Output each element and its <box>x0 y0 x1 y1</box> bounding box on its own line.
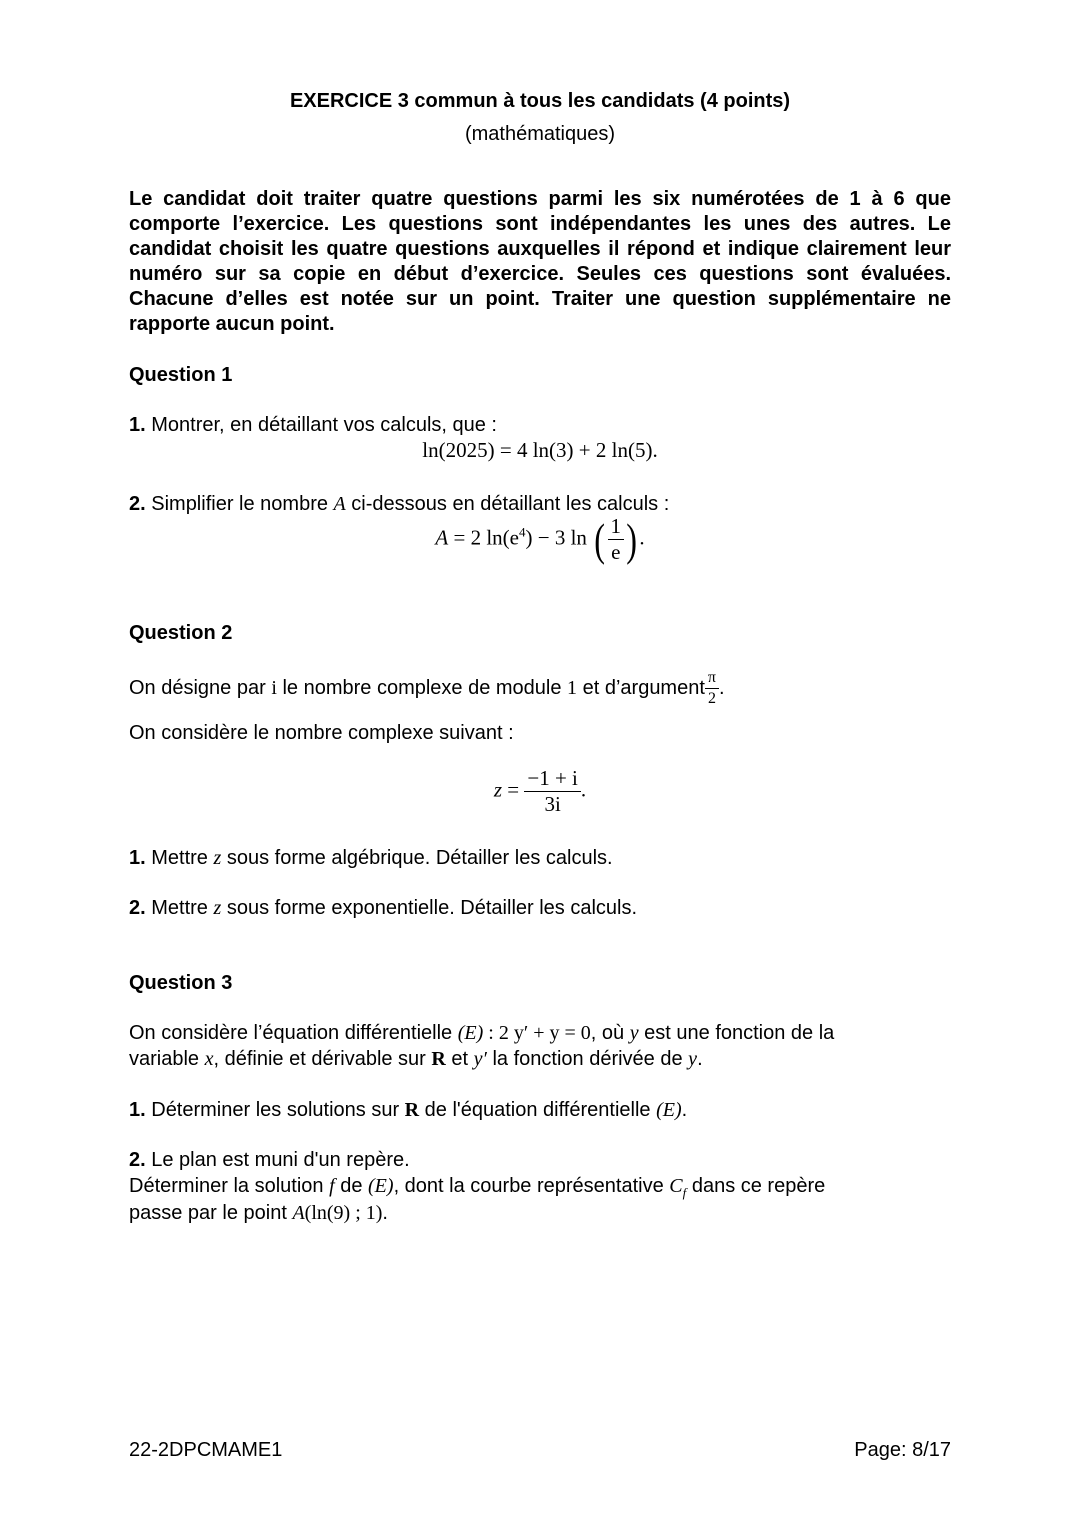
fraction-denominator: 2 <box>707 690 716 707</box>
text: Déterminer la solution <box>129 1175 330 1197</box>
footer-exam-code: 22-2DPCMAME1 <box>129 1439 283 1461</box>
set-R: R <box>431 1048 446 1070</box>
fraction-denominator: 3i <box>544 792 561 816</box>
item-number: 2. <box>129 493 146 515</box>
text: Le plan est muni d'un repère. <box>145 1149 410 1171</box>
item-number: 1. <box>129 1099 146 1121</box>
variable-y-prime: y′ <box>473 1048 487 1070</box>
variable-y: y <box>629 1022 639 1044</box>
text: . <box>697 1048 703 1070</box>
text: Mettre <box>145 847 214 869</box>
text: . <box>681 1099 688 1121</box>
curve-C: C <box>669 1175 683 1197</box>
fraction-numerator: −1 + i <box>524 768 581 792</box>
formula-lhs: z <box>493 777 503 802</box>
instructions-paragraph: Le candidat doit traiter quatre questions parmi les six numérotées de 1 à 6 que comporte l’exercice. Les questions sont indépendantes les unes des autres. Le candidat choisit les quatre questions auxquelles il répond et indique clairement leur numéro sur sa copie en début d’exercice. Seules ces questions sont évaluées. Chacune d’elles est notée sur un point. Traiter une question supplémentaire ne rapporte aucun point. <box>129 188 951 335</box>
number-one: 1 <box>567 676 578 699</box>
text: , définie et dérivable sur <box>213 1048 432 1070</box>
text: et d’argument <box>577 676 705 699</box>
set-R: R <box>404 1099 420 1121</box>
question-1-heading: Question 1 <box>129 364 233 386</box>
equation-name: (E) <box>457 1022 484 1044</box>
q1-item-2 <box>129 491 669 517</box>
text: . <box>382 1202 388 1224</box>
fraction <box>524 768 581 815</box>
item-number: 1. <box>129 847 146 869</box>
fraction <box>608 516 625 563</box>
formula-exponent: 4 <box>519 524 526 540</box>
q2-intro-line-1 <box>129 670 725 707</box>
variable-z: z <box>213 847 222 869</box>
text: est une fonction de la <box>638 1022 835 1044</box>
text: de <box>334 1175 369 1197</box>
item-number: 2. <box>129 1149 146 1171</box>
item-text: Simplifier le nombre <box>145 493 334 515</box>
q2-item-1 <box>129 845 613 871</box>
text: de l'équation différentielle <box>419 1099 657 1121</box>
left-paren: ( <box>594 513 606 565</box>
curve-subscript: f <box>682 1185 687 1200</box>
formula-end: . <box>639 525 645 550</box>
q2-intro-line-2: On considère le nombre complexe suivant : <box>129 722 514 744</box>
text: On désigne par <box>129 676 272 699</box>
formula-part: ) − 3 ln <box>525 525 593 550</box>
formula-end: . <box>580 777 587 802</box>
question-2-heading: Question 2 <box>129 622 233 644</box>
item-text: Montrer, en détaillant vos calculs, que : <box>145 414 497 436</box>
question-3-heading: Question 3 <box>129 972 233 994</box>
exercise-title: EXERCICE 3 commun à tous les candidats (4 points) <box>289 90 791 112</box>
q3-item-1 <box>129 1097 687 1123</box>
q3-item-2-line-1 <box>129 1147 410 1173</box>
formula-lhs: A <box>435 525 449 550</box>
variable-y: y <box>688 1048 698 1070</box>
q2-formula-z <box>0 768 1080 815</box>
q3-intro-line-2 <box>129 1046 703 1072</box>
text: et <box>445 1048 474 1070</box>
variable-x: x <box>204 1048 214 1070</box>
text: sous forme exponentielle. Détailler les calculs. <box>221 897 638 919</box>
text: dans ce repère <box>686 1175 826 1197</box>
fraction-numerator: π <box>705 670 719 689</box>
text: le nombre complexe de module <box>276 676 568 699</box>
right-paren: ) <box>626 513 638 565</box>
text: Déterminer les solutions sur <box>145 1099 405 1121</box>
fraction-numerator: 1 <box>608 516 625 540</box>
formula-eq: = <box>502 777 525 802</box>
footer-page-number: Page: 8/17 <box>854 1439 951 1461</box>
exercise-subtitle: (mathématiques) <box>464 123 616 145</box>
imaginary-unit: i <box>271 676 277 699</box>
text: , où <box>590 1022 630 1044</box>
fraction-pi-over-2 <box>705 670 719 707</box>
item-text: ci-dessous en détaillant les calculs : <box>345 493 670 515</box>
point-A: A <box>292 1202 305 1224</box>
text: passe par le point <box>129 1202 293 1224</box>
q2-item-2 <box>129 895 637 921</box>
formula-part: = 2 ln(e <box>448 525 519 550</box>
q1-formula-2 <box>0 513 1080 565</box>
text: On considère l’équation différentielle <box>129 1022 458 1044</box>
variable-A: A <box>333 493 346 515</box>
text: sous forme algébrique. Détailler les calculs. <box>221 847 613 869</box>
differential-equation: : 2 y′ + y = 0 <box>483 1022 591 1044</box>
text: , dont la courbe représentative <box>393 1175 670 1197</box>
q3-intro-line-1 <box>129 1020 834 1046</box>
text: variable <box>129 1048 205 1070</box>
text: Mettre <box>145 897 214 919</box>
text: . <box>718 676 725 699</box>
text: la fonction dérivée de <box>486 1048 689 1070</box>
item-number: 1. <box>129 414 146 436</box>
q1-item-1 <box>129 412 497 438</box>
q1-formula-1: ln(2025) = 4 ln(3) + 2 ln(5). <box>422 438 658 462</box>
fraction-denominator: e <box>611 540 621 564</box>
function-f: f <box>329 1175 335 1197</box>
q3-item-2-line-3 <box>129 1200 388 1226</box>
variable-z: z <box>213 897 222 919</box>
item-number: 2. <box>129 897 146 919</box>
equation-name: (E) <box>656 1099 682 1121</box>
equation-name: (E) <box>368 1175 394 1197</box>
point-coordinates: (ln(9) ; 1) <box>304 1202 383 1224</box>
